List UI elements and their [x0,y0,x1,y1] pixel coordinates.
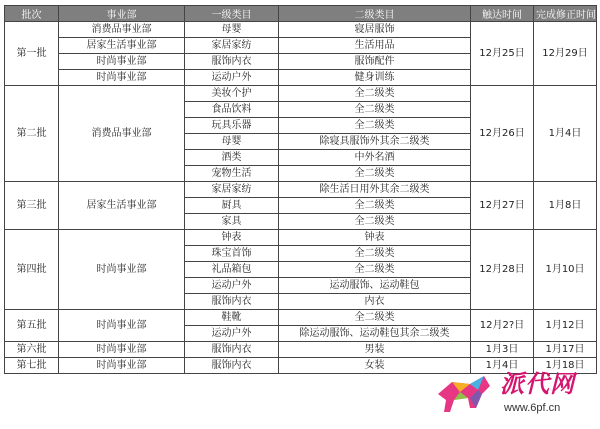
department-cell: 时尚事业部 [59,342,185,358]
header-row [5,6,597,22]
level1-cell: 运动户外 [185,278,279,294]
reach-time-cell: 1月4日 [471,358,534,374]
completion-time-cell: 1月18日 [534,358,597,374]
level2-cell: 除寝具服饰外其余二级类 [279,134,471,150]
reach-time-cell: 12月2?日 [471,310,534,342]
level2-cell: 钟表 [279,230,471,246]
schedule-table-container [4,5,596,374]
level1-cell: 厨具 [185,198,279,214]
batch-cell: 第二批 [5,86,59,182]
level2-cell: 全二级类 [279,262,471,278]
level1-cell: 服饰内衣 [185,294,279,310]
table-row [5,86,597,102]
header-reach-time: 触达时间 [471,6,534,22]
level1-cell: 运动户外 [185,70,279,86]
level2-cell: 全二级类 [279,214,471,230]
level2-cell: 全二级类 [279,102,471,118]
level1-cell: 母婴 [185,134,279,150]
completion-time-cell: 1月12日 [534,310,597,342]
level2-cell: 全二级类 [279,118,471,134]
department-cell: 时尚事业部 [59,358,185,374]
level2-cell: 生活用品 [279,38,471,54]
level2-cell: 除运动服饰、运动鞋包其余二级类 [279,326,471,342]
table-row [5,230,597,246]
level2-cell: 服饰配件 [279,54,471,70]
level2-cell: 男装 [279,342,471,358]
level1-cell: 美妆个护 [185,86,279,102]
reach-time-cell: 12月28日 [471,230,534,310]
header-level1-category: 一级类目 [185,6,279,22]
reach-time-cell: 12月25日 [471,22,534,86]
table-row [5,358,597,374]
department-cell: 时尚事业部 [59,70,185,86]
level1-cell: 服饰内衣 [185,358,279,374]
level1-cell: 酒类 [185,150,279,166]
level2-cell: 全二级类 [279,310,471,326]
level1-cell: 服饰内衣 [185,342,279,358]
level2-cell: 寝居服饰 [279,22,471,38]
reach-time-cell: 12月26日 [471,86,534,182]
level1-cell: 礼品箱包 [185,262,279,278]
level2-cell: 中外名酒 [279,150,471,166]
schedule-table [4,5,597,374]
level1-cell: 服饰内衣 [185,54,279,70]
department-cell: 时尚事业部 [59,310,185,342]
level1-cell: 食品饮料 [185,102,279,118]
level2-cell: 全二级类 [279,166,471,182]
level2-cell: 健身训练 [279,70,471,86]
table-row [5,310,597,326]
department-cell: 消费品事业部 [59,22,185,38]
level1-cell: 家居家纺 [185,182,279,198]
table-row [5,342,597,358]
level1-cell: 鞋靴 [185,310,279,326]
level1-cell: 家具 [185,214,279,230]
reach-time-cell: 1月3日 [471,342,534,358]
batch-cell: 第四批 [5,230,59,310]
department-cell: 居家生活事业部 [59,38,185,54]
header-department: 事业部 [59,6,185,22]
batch-cell: 第一批 [5,22,59,86]
reach-time-cell: 12月27日 [471,182,534,230]
level2-cell: 内衣 [279,294,471,310]
level2-cell: 全二级类 [279,86,471,102]
header-batch: 批次 [5,6,59,22]
level1-cell: 宠物生活 [185,166,279,182]
watermark-url: www.6pf.cn [504,402,561,414]
level1-cell: 家居家纺 [185,38,279,54]
level1-cell: 运动户外 [185,326,279,342]
completion-time-cell: 12月29日 [534,22,597,86]
department-cell: 时尚事业部 [59,230,185,310]
batch-cell: 第七批 [5,358,59,374]
level2-cell: 除生活日用外其余二级类 [279,182,471,198]
watermark-title: 派代网 [500,369,575,398]
level2-cell: 全二级类 [279,246,471,262]
completion-time-cell: 1月4日 [534,86,597,182]
batch-cell: 第六批 [5,342,59,358]
department-cell: 消费品事业部 [59,86,185,182]
level2-cell: 全二级类 [279,198,471,214]
completion-time-cell: 1月17日 [534,342,597,358]
batch-cell: 第五批 [5,310,59,342]
table-row [5,22,597,38]
department-cell: 时尚事业部 [59,54,185,70]
completion-time-cell: 1月8日 [534,182,597,230]
header-completion-time: 完成修正时间 [534,6,597,22]
batch-cell: 第三批 [5,182,59,230]
level1-cell: 珠宝首饰 [185,246,279,262]
completion-time-cell: 1月10日 [534,230,597,310]
header-level2-category: 二级类目 [279,6,471,22]
level2-cell: 运动服饰、运动鞋包 [279,278,471,294]
level2-cell: 女装 [279,358,471,374]
level1-cell: 钟表 [185,230,279,246]
table-row [5,182,597,198]
level1-cell: 母婴 [185,22,279,38]
department-cell: 居家生活事业部 [59,182,185,230]
level1-cell: 玩具乐器 [185,118,279,134]
